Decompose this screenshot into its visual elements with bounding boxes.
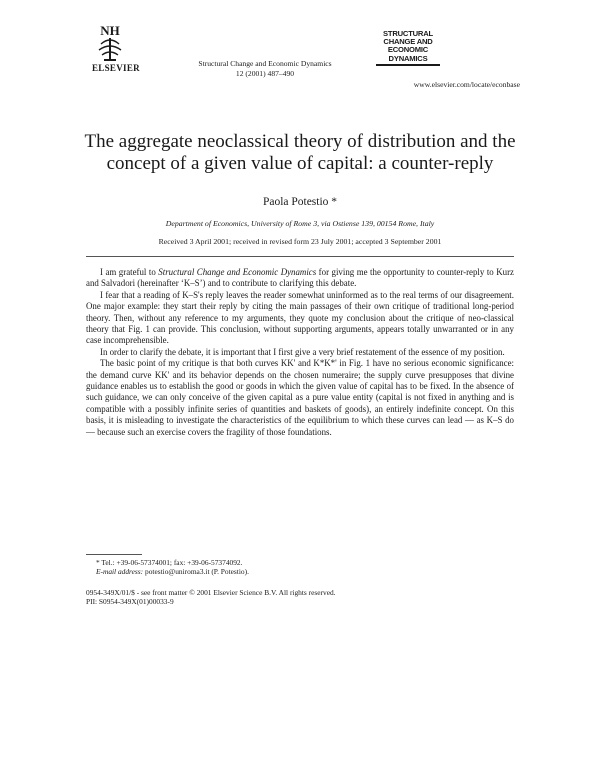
publisher-name: ELSEVIER <box>92 63 140 73</box>
article-dates: Received 3 April 2001; received in revised form 23 July 2001; accepted 3 September 2001 <box>158 237 442 246</box>
journal-issue: 12 (2001) 487–490 <box>235 68 295 78</box>
paragraph-text: for giving me the opportunity to counter-reply to Kurz and Salvadori (hereinafter ‘K–S’) and to contribute to clarifying this debate. <box>86 267 514 289</box>
paragraph: I fear that a reading of K–S's reply leaves the reader somewhat uninformed as to the real terms of our disagreement. One major example: they start their reply by citing the main passages of their own critique of traditional long-period theory. Then, without any reference to my arguments, they quote my conclusion about the critique of neo-classical theory that Fig. 1 can provide. This conclusion, without supporting arguments, appears totally unwarranted or in any case incomprehensible. <box>86 289 514 346</box>
journal-logo-rule <box>376 64 440 66</box>
footnote <box>86 558 514 577</box>
journal-url[interactable]: www.elsevier.com/locate/econbase <box>413 80 520 89</box>
article-body <box>86 267 514 438</box>
issn-line: 0954-349X/01/$ - see front matter © 2001 Elsevier Science B.V. All rights reserved. <box>86 588 336 597</box>
journal-logo-line: ECONOMIC <box>387 45 429 55</box>
pii-line: PII: S0954-349X(01)00033-9 <box>86 597 174 607</box>
email-value[interactable]: potestio@uniroma3.it (P. Potestio). <box>143 567 249 577</box>
journal-logo-line: STRUCTURAL <box>383 29 433 38</box>
paragraph <box>86 267 514 290</box>
affiliation: Department of Economics, University of Rome 3, via Ostiense 139, 00154 Rome, Italy <box>165 219 435 228</box>
publisher-logo <box>92 22 140 73</box>
paragraph: In order to clarify the debate, it is important that I first give a very brief restatement of the essence of my position. <box>100 346 505 357</box>
divider <box>86 256 514 257</box>
issn-block <box>86 588 514 607</box>
elsevier-tree-icon <box>95 22 125 62</box>
footnote-contact: * Tel.: +39-06-57374001; fax: +39-06-57374092. <box>96 558 243 567</box>
footnote-email <box>86 567 514 576</box>
author-name: Paola Potestio * <box>262 196 338 208</box>
paragraph: The basic point of my critique is that both curves KK' and K*K*' in Fig. 1 have no serious economic significance: the demand curve KK' and its behavior depends on the chosen numeraire; the supply curve presupposes that divine guidance enables us to establish the good or goods in which the given value of capital has to be fixed. In the absence of such guidance, we can only conceive of the given capital as a pure value entity (capital is not fixed in anything and is compatible with a possibly infinite series of quantities and baskets of goods), an entirely indefinite concept. On this basis, it is misleading to investigate the characteristics of the equilibrium to which these curves can lead — as K–S do — because such an exercise covers the fragility of those foundations. <box>86 358 514 437</box>
email-label: E-mail address: <box>96 567 144 577</box>
journal-logo-line: DYNAMICS <box>388 53 428 63</box>
paragraph-text: I am grateful to <box>100 267 159 277</box>
journal-name: Structural Change and Economic Dynamics <box>198 59 332 68</box>
journal-logo-line: CHANGE AND <box>383 37 433 47</box>
journal-reference <box>170 59 360 78</box>
journal-logo <box>376 30 440 66</box>
monogram: NH <box>100 23 120 38</box>
article-title: The aggregate neoclassical theory of distribution and the concept of a given value of capital: a counter-reply <box>84 131 516 174</box>
footnote-rule <box>86 554 142 555</box>
journal-name-italic: Structural Change and Economic Dynamics <box>158 267 317 277</box>
